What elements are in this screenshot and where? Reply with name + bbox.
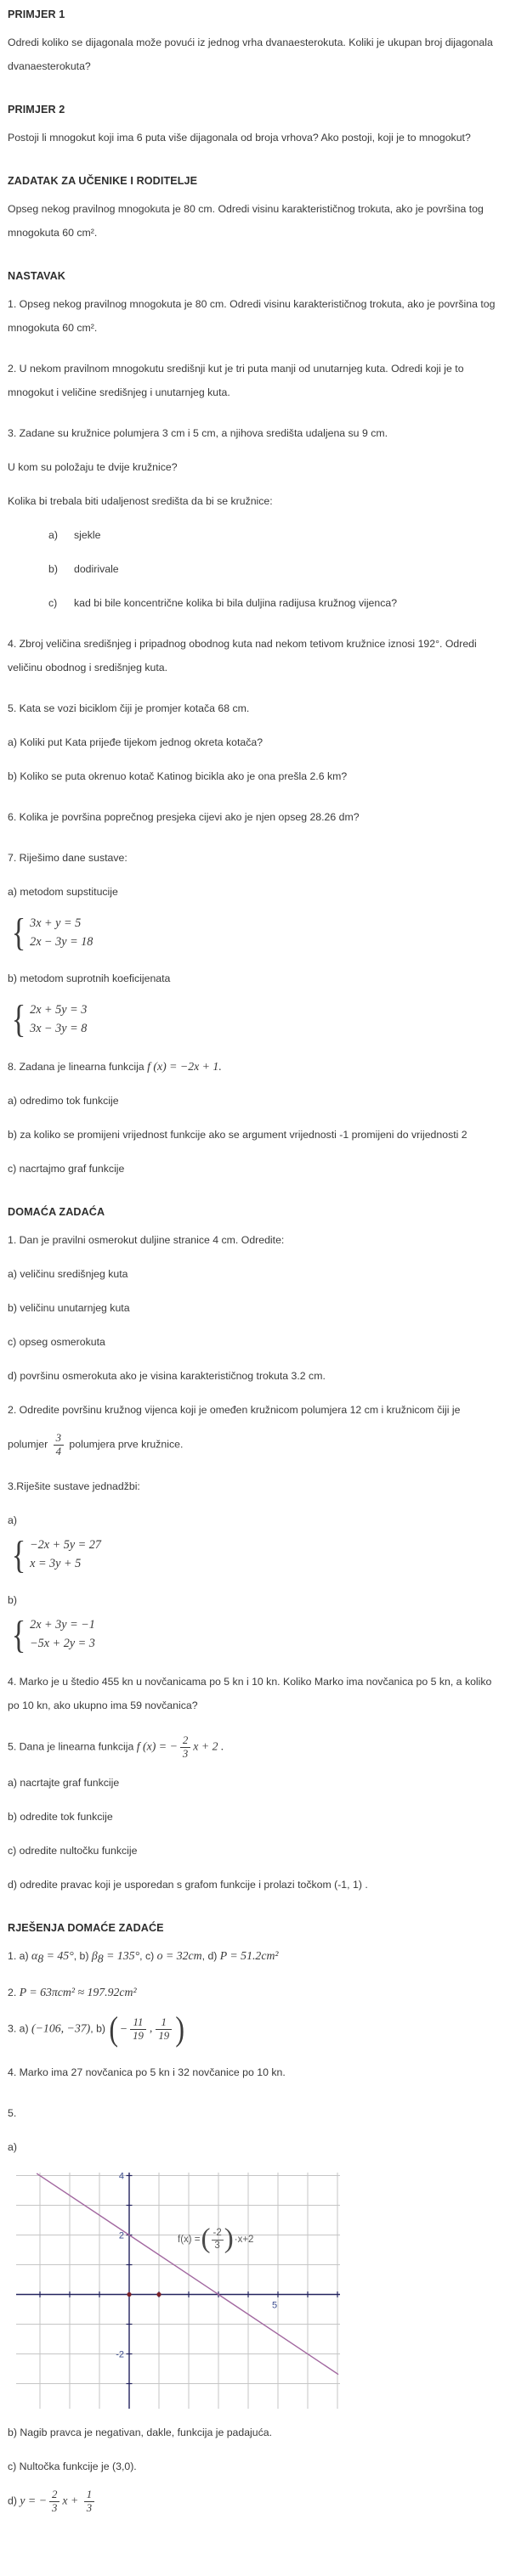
svg-text:4: 4 — [118, 2173, 124, 2182]
function-graph — [16, 2173, 340, 2409]
line-equation: y = − — [20, 2494, 48, 2507]
svg-text:-2: -2 — [116, 2349, 124, 2360]
item-text: kad bi bile koncentrične kolika bi bila duljina radijusa kružnog vijenca? — [74, 597, 398, 609]
item-label: a) — [48, 529, 58, 541]
answer-5c: c) Nultočka funkcije je (3,0). — [8, 2460, 137, 2473]
domaca-heading: DOMAĆA ZADAĆA — [8, 1206, 105, 1218]
answer-2 — [8, 1981, 500, 2004]
fraction-1-19: $\frac{1}{19}$ — [156, 2016, 172, 2042]
equation: 2x − 3y = 18 — [30, 935, 94, 949]
hw-equation-system-a — [9, 1532, 500, 1576]
hw-question-3a-label: a) — [8, 1514, 17, 1527]
section-domaca-zadaca — [8, 1206, 500, 1897]
function-label — [178, 2224, 254, 2255]
question-6: 6. Kolika je površina poprečnog presjeka cijevi ako je njen opseg 28.26 dm? — [8, 811, 360, 823]
answer-label: 3. a) — [8, 2022, 32, 2035]
beta-value: = 135° — [103, 1948, 140, 1962]
question-7: 7. Riješimo dane sustave: — [8, 852, 128, 864]
answer-label: , b) — [73, 1949, 92, 1962]
area-value: P = 51.2cm² — [219, 1948, 279, 1962]
hw-question-2-line1: 2. Odredite površinu kružnog vijenca koji je omeđen kružnicom polumjera 12 cm i kružnicom čiji je — [8, 1404, 461, 1416]
solution-pair: (−106, −37) — [31, 2021, 91, 2035]
brace-glyph: { — [11, 1612, 26, 1656]
question-4: 4. Zbroj veličina središnjeg i pripadnog obodnog kuta nad nekom tetivom kružnice iznosi 192°. Odredi veličinu obodnog i središnjeg kuta. — [8, 638, 477, 674]
fraction-three-quarters: $\frac{3}{4}$ — [54, 1432, 64, 1457]
item-text: dodirivale — [74, 563, 119, 575]
question-2: 2. U nekom pravilnom mnogokutu središnji kut je tri puta manji od unutarnjeg kuta. Odredi koji je to mnogokut i veličine središnjeg i unutarnjeg kuta. — [8, 363, 464, 398]
section-primjer2 — [8, 104, 500, 149]
label-fraction: -2 3 — [212, 2227, 222, 2251]
answer-5b: b) Nagib pravca je negativan, dakle, funkcija je padajuća. — [8, 2427, 273, 2439]
paren-glyph: ) — [175, 2010, 185, 2049]
function-formula: f (x) = −2x + 1. — [147, 1060, 222, 1073]
question-8 — [8, 1055, 500, 1079]
answer-label: 2. — [8, 1987, 20, 1999]
equation: −5x + 2y = 3 — [30, 1637, 95, 1651]
zadatak-body: Opseg nekog pravilnog mnogokuta je 80 cm. Odredi visinu karakterističnog trokuta, ako je površina tog mnogokuta 60 cm². — [8, 203, 484, 239]
hw-question-2-line2 — [8, 1432, 500, 1457]
question-3-item-b — [8, 557, 500, 581]
fraction-two-thirds: $\frac{2}{3}$ — [180, 1734, 190, 1760]
svg-text:2: 2 — [118, 2230, 124, 2241]
hw-question-3: 3.Riješite sustave jednadžbi: — [8, 1480, 140, 1493]
beta-symbol: β — [91, 1948, 98, 1962]
answer-label: d) — [8, 2494, 20, 2507]
solution-pair-fractions — [108, 2010, 185, 2049]
equation: 2x + 5y = 3 — [30, 1003, 88, 1017]
item-label: c) — [48, 597, 58, 609]
answer-label: , d) — [201, 1949, 220, 1962]
question-3-line3: Kolika bi trebala biti udaljenost središta da bi se kružnice: — [8, 495, 273, 507]
hw-question-4: 4. Marko je u štedio 455 kn u novčanicama po 5 kn i 10 kn. Koliko Marko ima novčanica po 5 kn, a koliko po 10 kn, ako ukupno ima 59 novčanica? — [8, 1676, 492, 1712]
question-8c: c) nacrtajmo graf funkcije — [8, 1163, 125, 1175]
question-3-item-a — [8, 523, 500, 547]
perimeter-value: o = 32cm — [156, 1948, 202, 1962]
hw-question-3b-label: b) — [8, 1594, 17, 1607]
answer-label: 1. a) — [8, 1949, 32, 1962]
label-suffix: ·x+2 — [234, 2235, 254, 2246]
answer-label: , b) — [90, 2022, 109, 2035]
hw-question-1c: c) opseg osmerokuta — [8, 1336, 105, 1348]
equation: 2x + 3y = −1 — [30, 1618, 95, 1632]
primjer2-body: Postoji li mnogokut koji ima 6 puta više dijagonala od broja vrhova? Ako postoji, koji je to mnogokut? — [8, 132, 471, 144]
nastavak-heading: NASTAVAK — [8, 270, 65, 282]
hw-question-5b: b) odredite tok funkcije — [8, 1810, 113, 1823]
section-zadatak — [8, 175, 500, 245]
hw-question-5a: a) nacrtajte graf funkcije — [8, 1776, 120, 1789]
hw-question-5-text: 5. Dana je linearna funkcija — [8, 1740, 137, 1753]
alpha-subscript: 8 — [37, 1952, 44, 1965]
equation: 3x + y = 5 — [30, 916, 82, 930]
hw-question-5d: d) odredite pravac koji je usporedan s grafom funkcije i prolazi točkom (-1, 1) . — [8, 1878, 368, 1891]
worksheet-page — [8, 8, 500, 2515]
equation-system-2 — [9, 997, 500, 1041]
comma: , — [149, 2021, 153, 2035]
hw-question-1a: a) veličinu središnjeg kuta — [8, 1268, 128, 1280]
question-3-line1: 3. Zadane su kružnice polumjera 3 cm i 5 cm, a njihova središta udaljena su 9 cm. — [8, 427, 388, 439]
paren-glyph: ( — [201, 2224, 211, 2255]
equation: x = 3y + 5 — [30, 1557, 82, 1571]
question-8-text: 8. Zadana je linearna funkcija — [8, 1061, 148, 1073]
zadatak-heading: ZADATAK ZA UČENIKE I RODITELJE — [8, 175, 198, 187]
question-5a: a) Koliki put Kata prijeđe tijekom jednog okreta kotača? — [8, 736, 264, 748]
rjesenja-heading: RJEŠENJA DOMAĆE ZADAĆE — [8, 1921, 164, 1934]
equation-system-1 — [9, 910, 500, 955]
text-before-fraction: polumjer — [8, 1438, 48, 1451]
area-equation: P = 63πcm² ≈ 197.92cm² — [19, 1986, 137, 1999]
primjer2-heading: PRIMJER 2 — [8, 104, 65, 116]
svg-text:5: 5 — [271, 2300, 278, 2311]
label-prefix: f(x) = — [178, 2235, 201, 2246]
question-7a: a) metodom supstitucije — [8, 886, 118, 898]
section-primjer1 — [8, 8, 500, 78]
primjer1-heading: PRIMJER 1 — [8, 8, 65, 20]
brace-glyph: { — [11, 1532, 26, 1576]
question-8a: a) odredimo tok funkcije — [8, 1095, 119, 1107]
question-8b: b) za koliko se promijeni vrijednost funkcije ako se argument vrijednosti -1 promijeni do vrijednosti 2 — [8, 1129, 468, 1141]
equation: −2x + 5y = 27 — [30, 1538, 101, 1553]
equation: 3x − 3y = 8 — [30, 1022, 88, 1035]
answer-5a-label: a) — [8, 2141, 17, 2154]
function-formula-tail: x + 2 . — [193, 1739, 224, 1753]
answer-5d — [8, 2489, 500, 2514]
text-after-fraction: polumjera prve kružnice. — [69, 1438, 184, 1451]
alpha-value: = 45° — [43, 1948, 74, 1962]
hw-equation-system-b — [9, 1612, 500, 1656]
hw-question-5c: c) odredite nultočku funkcije — [8, 1844, 138, 1857]
graph-of-linear-function — [16, 2173, 341, 2409]
primjer1-body: Odredi koliko se dijagonala može povući iz jednog vrha dvanaesterokuta. Koliki je ukupan broj dijagonala dvanaesterokuta? — [8, 37, 493, 72]
item-text: sjekle — [74, 529, 101, 541]
answer-3 — [8, 2010, 500, 2049]
paren-glyph: ) — [224, 2224, 234, 2255]
line-equation-mid: x + — [62, 2494, 82, 2507]
fraction-two-thirds: $\frac{2}{3}$ — [49, 2489, 60, 2514]
section-rjesenja — [8, 1922, 500, 2515]
beta-subscript: 8 — [97, 1952, 104, 1965]
hw-question-1d: d) površinu osmerokuta ako je visina karakterističnog trokuta 3.2 cm. — [8, 1370, 326, 1382]
question-1: 1. Opseg nekog pravilnog mnogokuta je 80 cm. Odredi visinu karakterističnog trokuta, ako je površina tog mnogokuta 60 cm². — [8, 298, 496, 334]
question-7b: b) metodom suprotnih koeficijenata — [8, 972, 171, 984]
answer-5-label: 5. — [8, 2107, 17, 2120]
hw-question-5 — [8, 1734, 500, 1760]
function-formula: f (x) = − — [136, 1739, 178, 1753]
brace-glyph: { — [11, 910, 26, 955]
fraction-one-third: $\frac{1}{3}$ — [84, 2489, 94, 2514]
question-3-line2: U kom su položaju te dvije kružnice? — [8, 461, 178, 473]
question-3-item-c — [8, 591, 500, 615]
hw-question-1b: b) veličinu unutarnjeg kuta — [8, 1302, 130, 1314]
answer-4: 4. Marko ima 27 novčanica po 5 kn i 32 novčanice po 10 kn. — [8, 2066, 286, 2079]
question-5b: b) Koliko se puta okrenuo kotač Katinog bicikla ako je ona prešla 2.6 km? — [8, 770, 348, 782]
question-5: 5. Kata se vozi biciklom čiji je promjer kotača 68 cm. — [8, 702, 250, 714]
section-nastavak — [8, 270, 500, 1181]
brace-glyph: { — [11, 997, 26, 1041]
answer-label: , c) — [139, 1949, 157, 1962]
fraction-11-19: $\frac{11}{19}$ — [130, 2016, 146, 2042]
paren-glyph: ( — [109, 2010, 119, 2049]
hw-question-1: 1. Dan je pravilni osmerokut duljine stranice 4 cm. Odredite: — [8, 1234, 285, 1246]
minus-sign: − — [119, 2022, 128, 2036]
alpha-symbol: α — [31, 1948, 38, 1962]
answer-1 — [8, 1944, 500, 1970]
item-label: b) — [48, 563, 58, 575]
